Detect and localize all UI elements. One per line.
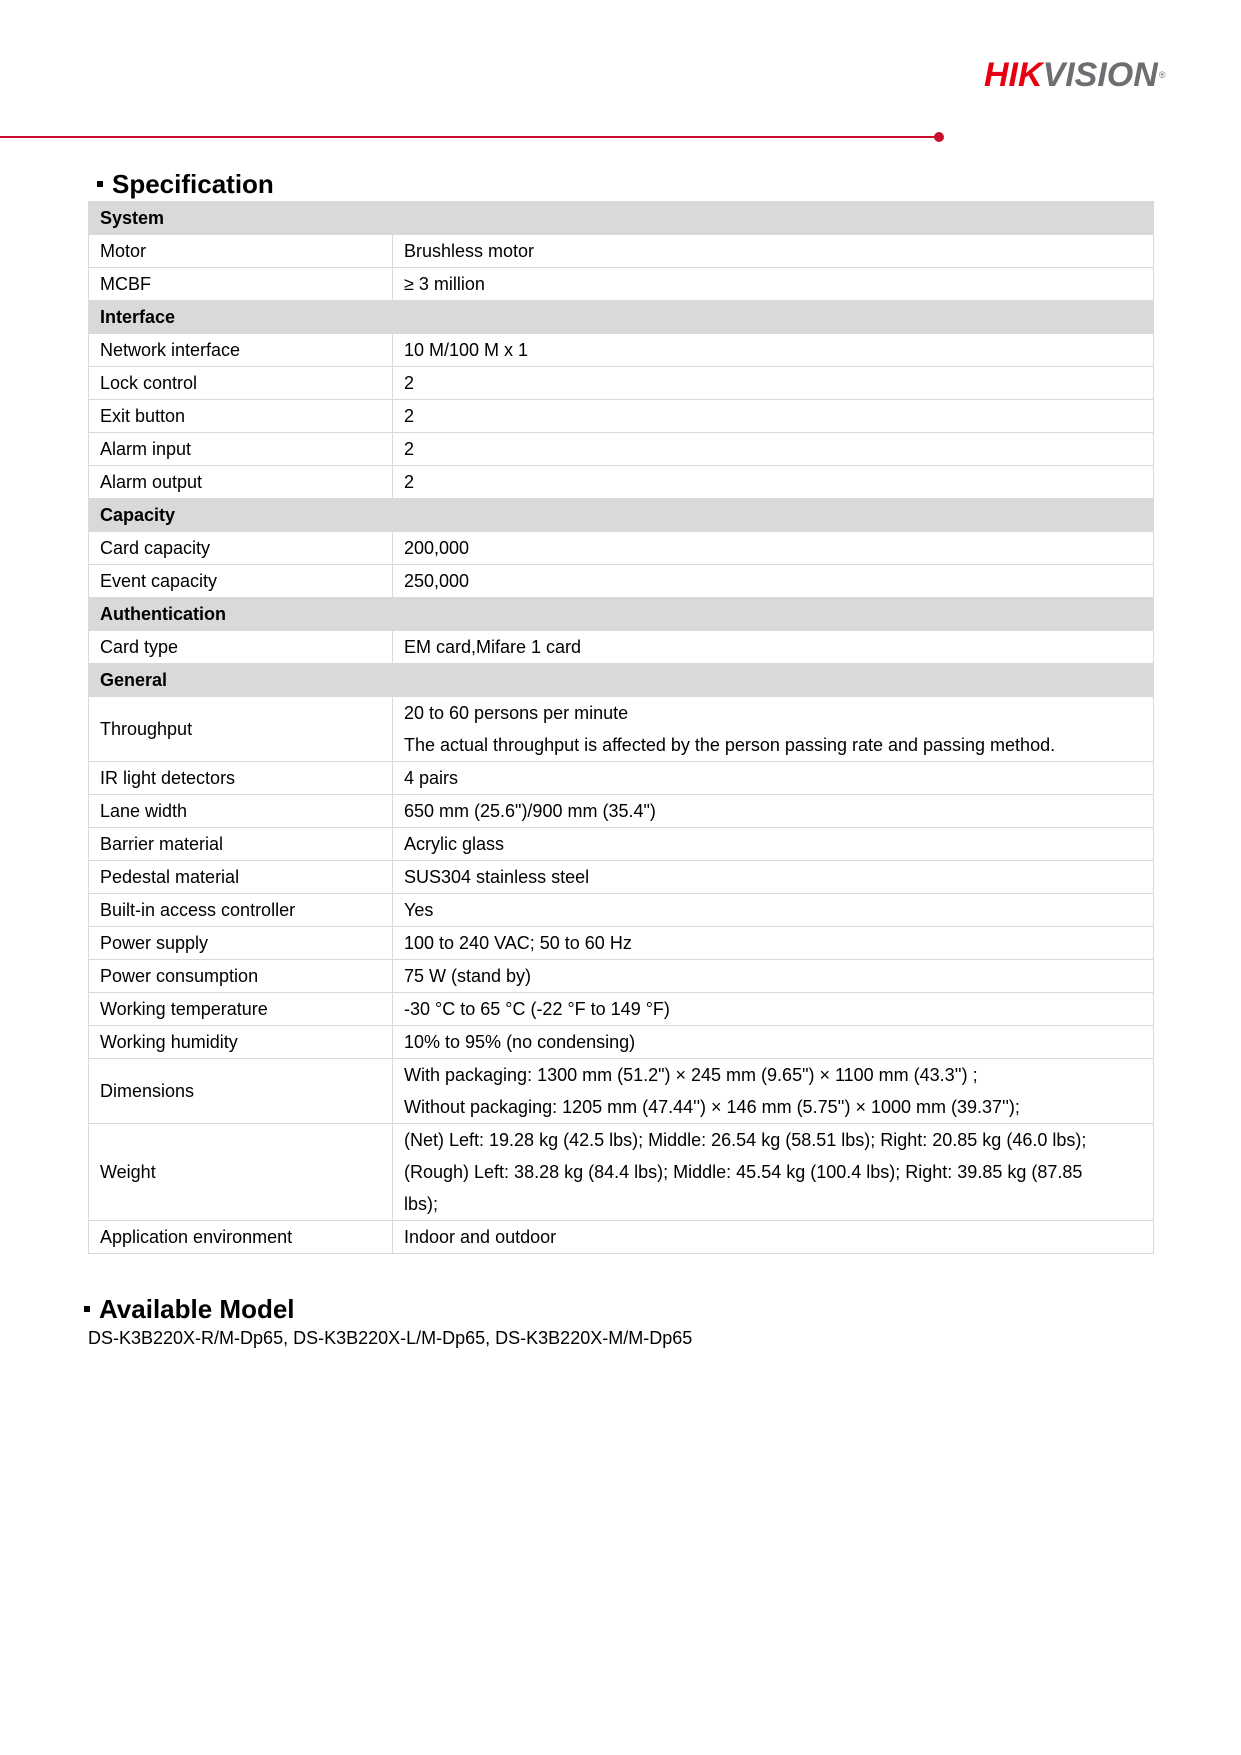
table-row [89,861,1154,894]
spec-value-line: 2 [404,406,415,426]
spec-value [393,532,1154,565]
spec-label: Event capacity [89,565,393,598]
spec-label: Built-in access controller [89,894,393,927]
available-model-heading [84,1294,295,1324]
spec-value [393,1124,1154,1221]
spec-label: MCBF [89,268,393,301]
spec-value [393,1026,1154,1059]
spec-group-title: General [89,664,1154,697]
spec-value [393,861,1154,894]
table-row [89,1124,1154,1221]
table-row [89,532,1154,565]
spec-label: Lock control [89,367,393,400]
spec-label: Dimensions [89,1059,393,1124]
table-row [89,235,1154,268]
spec-label: Lane width [89,795,393,828]
spec-value-line: Yes [404,900,434,920]
spec-value-line: 10% to 95% (no condensing) [404,1032,636,1052]
spec-value [393,960,1154,993]
spec-value [393,433,1154,466]
logo-hik-text: HIK [984,56,1043,94]
spec-value [393,466,1154,499]
spec-value-line: Without packaging: 1205 mm (47.44'') × 146 mm (5.75'') × 1000 mm (39.37''); [404,1097,1020,1117]
table-row [89,993,1154,1026]
spec-value-line: With packaging: 1300 mm (51.2") × 245 mm (9.65") × 1100 mm (43.3'') ; [404,1065,978,1085]
spec-value-line: 650 mm (25.6")/900 mm (35.4") [404,801,656,821]
spec-value-line: Brushless motor [404,241,535,261]
logo-registered-mark: ® [1158,70,1166,80]
spec-group-title: Interface [89,301,1154,334]
spec-value-line: -30 °C to 65 °C (-22 °F to 149 °F) [404,999,670,1019]
spec-label: Weight [89,1124,393,1221]
spec-group-title: System [89,202,1154,235]
spec-value-line: 100 to 240 VAC; 50 to 60 Hz [404,933,632,953]
table-row [89,433,1154,466]
spec-value-line: lbs); [404,1194,439,1214]
spec-value-line: ≥ 3 million [404,274,485,294]
spec-label: IR light detectors [89,762,393,795]
hikvision-logo [984,58,1165,92]
spec-value [393,762,1154,795]
spec-group-row [89,202,1154,235]
spec-label: Power supply [89,927,393,960]
spec-group-row [89,301,1154,334]
logo-vision-text: VISION [1042,56,1158,94]
available-model-title-text: Available Model [99,1294,295,1324]
spec-value-line: 200,000 [404,538,470,558]
spec-value [393,697,1154,762]
spec-label: Working temperature [89,993,393,1026]
table-row [89,762,1154,795]
spec-value [393,927,1154,960]
header-divider-dot [934,132,944,142]
spec-group-title: Capacity [89,499,1154,532]
table-row [89,334,1154,367]
spec-label: Barrier material [89,828,393,861]
spec-value [393,400,1154,433]
spec-group-title: Authentication [89,598,1154,631]
table-row [89,1221,1154,1254]
table-row [89,400,1154,433]
table-row [89,1059,1154,1124]
table-row [89,960,1154,993]
spec-label: Throughput [89,697,393,762]
spec-value [393,828,1154,861]
spec-value [393,334,1154,367]
spec-value [393,367,1154,400]
spec-value-line: 2 [404,472,415,492]
table-row [89,795,1154,828]
spec-label: Application environment [89,1221,393,1254]
spec-value [393,1059,1154,1124]
table-row [89,927,1154,960]
spec-value-line: Indoor and outdoor [404,1227,557,1247]
spec-value-line: SUS304 stainless steel [404,867,590,887]
spec-label: Card type [89,631,393,664]
spec-label: Pedestal material [89,861,393,894]
spec-value [393,235,1154,268]
spec-value-line: 2 [404,373,415,393]
spec-value-line: (Net) Left: 19.28 kg (42.5 lbs); Middle: 26.54 kg (58.51 lbs); Right: 20.85 kg (46.0 lbs); [404,1130,1087,1150]
spec-group-row [89,499,1154,532]
spec-value-line: 10 M/100 M x 1 [404,340,529,360]
table-row [89,1026,1154,1059]
table-row [89,894,1154,927]
spec-value-line: 250,000 [404,571,470,591]
spec-group-row [89,598,1154,631]
table-row [89,565,1154,598]
spec-label: Alarm output [89,466,393,499]
spec-value-line: 20 to 60 persons per minute [404,703,629,723]
spec-label: Card capacity [89,532,393,565]
spec-value-line: Acrylic glass [404,834,505,854]
spec-value [393,631,1154,664]
spec-value-line: 2 [404,439,415,459]
specification-table [88,201,1154,1254]
spec-value [393,565,1154,598]
specification-table-body [89,202,1154,1254]
table-row [89,466,1154,499]
table-row [89,631,1154,664]
spec-value-line: 75 W (stand by) [404,966,532,986]
spec-value-line: (Rough) Left: 38.28 kg (84.4 lbs); Middle: 45.54 kg (100.4 lbs); Right: 39.85 kg (87.85 [404,1162,1083,1182]
spec-group-row [89,664,1154,697]
table-row [89,268,1154,301]
table-row [89,367,1154,400]
spec-value [393,1221,1154,1254]
table-row [89,828,1154,861]
spec-value [393,894,1154,927]
spec-value [393,993,1154,1026]
header-divider-line [0,136,935,138]
available-model-list: DS-K3B220X-R/M-Dp65, DS-K3B220X-L/M-Dp65, DS-K3B220X-M/M-Dp65 [88,1328,693,1348]
specification-heading [97,169,274,199]
square-bullet-icon [97,181,103,187]
spec-label: Alarm input [89,433,393,466]
spec-label: Power consumption [89,960,393,993]
square-bullet-icon [84,1306,90,1312]
spec-label: Motor [89,235,393,268]
spec-value-line: EM card,Mifare 1 card [404,637,582,657]
specification-title-text: Specification [112,169,274,199]
spec-label: Working humidity [89,1026,393,1059]
spec-value-line: The actual throughput is affected by the person passing rate and passing method. [404,735,1056,755]
spec-value [393,268,1154,301]
spec-value-line: 4 pairs [404,768,459,788]
spec-label: Network interface [89,334,393,367]
spec-label: Exit button [89,400,393,433]
table-row [89,697,1154,762]
spec-value [393,795,1154,828]
